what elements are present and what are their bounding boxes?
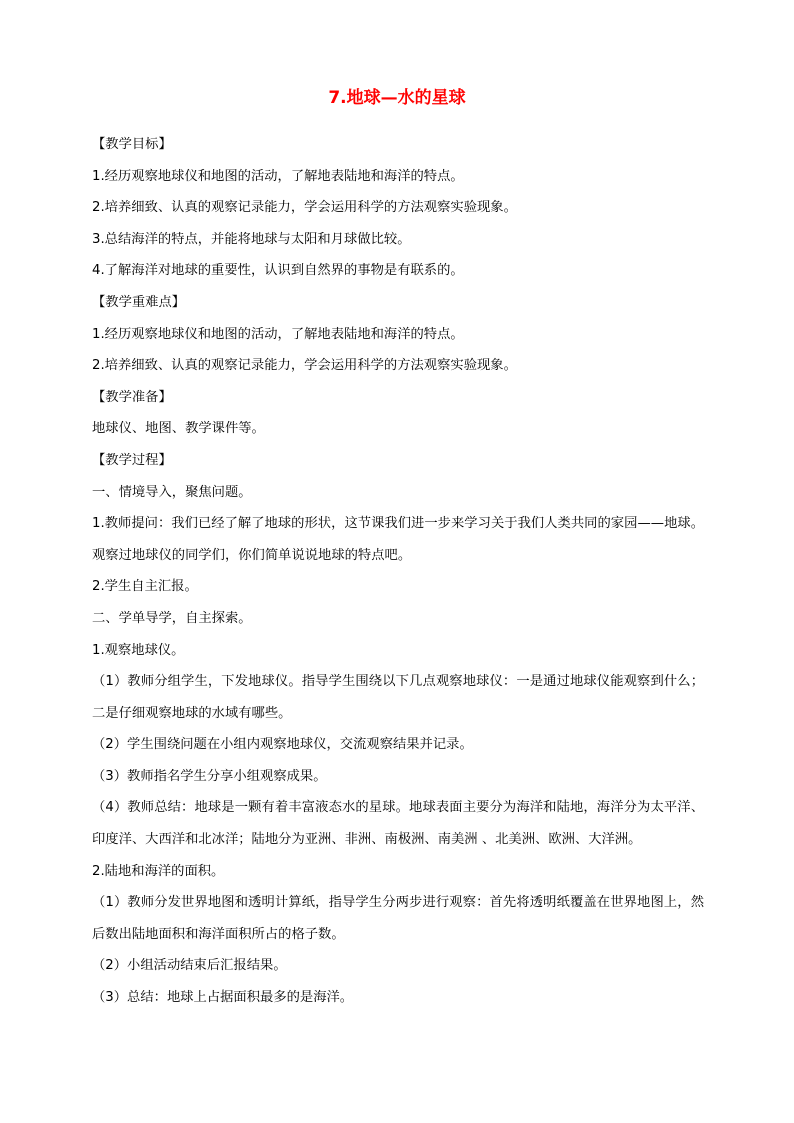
preparation-text: 地球仪、地图、教学课件等。 [92,421,265,437]
process-paragraph: （2）学生围绕问题在小组内观察地球仪，交流观察结果并记录。 [92,737,473,753]
key-point-item: 1.经历观察地球仪和地图的活动，了解地表陆地和海洋的特点。 [92,326,464,342]
process-paragraph: 1.教师提问：我们已经了解了地球的形状，这节课我们进一步来学习关于我们人类共同的家园——地球。观察过地球仪的同学们，你们简单说说地球的特点吧。 [92,516,704,563]
process-paragraph: （1）教师分发世界地图和透明计算纸，指导学生分两步进行观察：首先将透明纸覆盖在世界地图上，然后数出陆地面积和海洋面积所占的格子数。 [92,895,704,942]
process-subheading: 1.观察地球仪。 [92,642,185,658]
process-paragraph: 2.学生自主汇报。 [92,579,198,595]
process-paragraph: （2）小组活动结束后汇报结果。 [92,958,287,974]
objective-item: 2.培养细致、认真的观察记录能力，学会运用科学的方法观察实验现象。 [92,200,517,216]
section-heading-preparation: 【教学准备】 [92,389,172,405]
document-title: 7.地球—水的星球 [328,88,466,108]
section-heading-key-points: 【教学重难点】 [92,294,186,310]
process-subheading: 2.陆地和海洋的面积。 [92,863,225,879]
process-step-heading: 一、情境导入，聚焦问题。 [92,484,252,500]
process-step-heading: 二、学单导学，自主探索。 [92,610,252,626]
process-paragraph: （3）教师指名学生分享小组观察成果。 [92,768,327,784]
section-heading-process: 【教学过程】 [92,452,172,468]
objective-item: 1.经历观察地球仪和地图的活动，了解地表陆地和海洋的特点。 [92,168,464,184]
objective-item: 4.了解海洋对地球的重要性，认识到自然界的事物是有联系的。 [92,263,464,279]
process-paragraph: （1）教师分组学生，下发地球仪。指导学生围绕以下几点观察地球仪：一是通过地球仪能观察到什么；二是仔细观察地球的水域有哪些。 [92,674,704,721]
document-body [92,129,704,1014]
objective-item: 3.总结海洋的特点，并能将地球与太阳和月球做比较。 [92,231,411,247]
process-paragraph: （3）总结：地球上占据面积最多的是海洋。 [92,990,354,1006]
key-point-item: 2.培养细致、认真的观察记录能力，学会运用科学的方法观察实验现象。 [92,358,517,374]
section-heading-objectives: 【教学目标】 [92,137,172,152]
process-paragraph: （4）教师总结：地球是一颗有着丰富液态水的星球。地球表面主要分为海洋和陆地，海洋分为太平洋、印度洋、大西洋和北冰洋；陆地分为亚洲、非洲、南极洲、南美洲 、北美洲、欧洲、大洋洲。 [92,800,704,848]
